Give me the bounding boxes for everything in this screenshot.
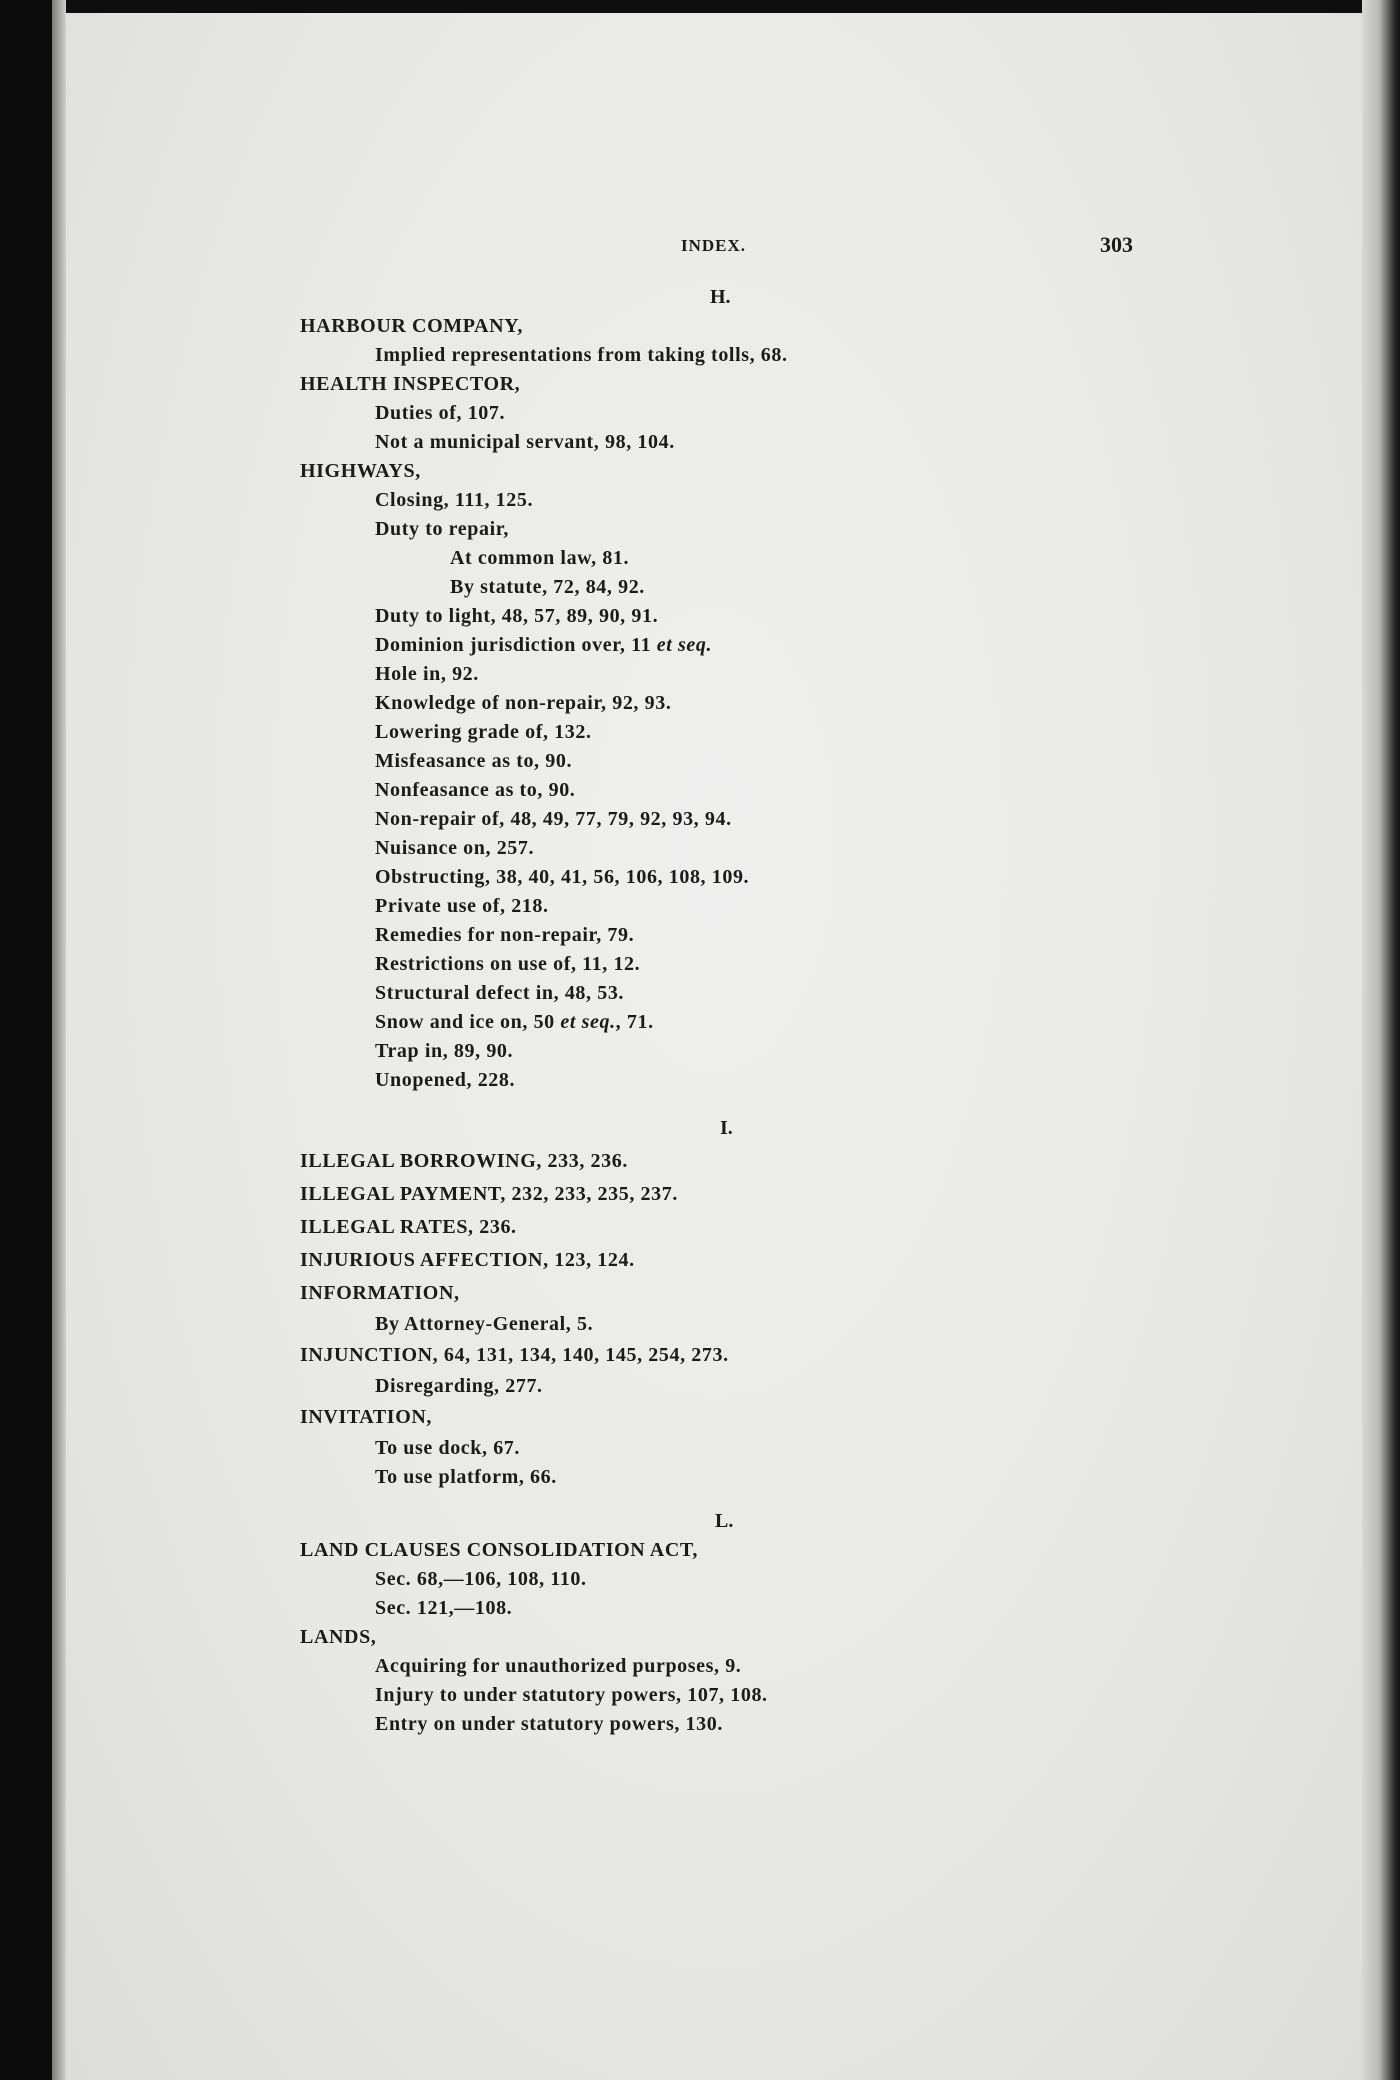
index-heading: INVITATION, [300, 1406, 432, 1428]
index-subentry: Knowledge of non-repair, 92, 93. [375, 692, 672, 714]
index-subentry: Hole in, 92. [375, 663, 479, 685]
index-heading: LANDS, [300, 1626, 377, 1648]
index-heading: HARBOUR COMPANY, [300, 315, 523, 337]
index-subentry: Duty to light, 48, 57, 89, 90, 91. [375, 605, 659, 627]
index-subentry: Sec. 68,—106, 108, 110. [375, 1568, 587, 1590]
index-subentry: Nonfeasance as to, 90. [375, 779, 576, 801]
index-subentry: Duty to repair, [375, 518, 509, 540]
page-right-edge [1362, 0, 1400, 2080]
index-heading: LAND CLAUSES CONSOLIDATION ACT, [300, 1539, 698, 1561]
index-subentry: Duties of, 107. [375, 402, 506, 424]
index-heading: ILLEGAL BORROWING, 233, 236. [300, 1150, 628, 1172]
index-subentry: Lowering grade of, 132. [375, 721, 592, 743]
index-heading: HEALTH INSPECTOR, [300, 373, 521, 395]
index-heading: ILLEGAL PAYMENT, 232, 233, 235, 237. [300, 1183, 678, 1205]
index-heading: HIGHWAYS, [300, 460, 421, 482]
index-subentry: Snow and ice on, 50 et seq., 71. [375, 1011, 654, 1033]
index-subentry: Misfeasance as to, 90. [375, 750, 573, 772]
index-heading: ILLEGAL RATES, 236. [300, 1216, 517, 1238]
index-subentry: By Attorney-General, 5. [375, 1313, 594, 1335]
index-subentry: Not a municipal servant, 98, 104. [375, 431, 675, 453]
index-subentry: Dominion jurisdiction over, 11 et seq. [375, 634, 713, 656]
index-subentry: Disregarding, 277. [375, 1375, 543, 1397]
index-subentry: Nuisance on, 257. [375, 837, 535, 859]
index-subentry: Unopened, 228. [375, 1069, 516, 1091]
index-subentry: Sec. 121,—108. [375, 1597, 513, 1619]
index-subentry: Obstructing, 38, 40, 41, 56, 106, 108, 109. [375, 866, 750, 888]
index-subentry: Acquiring for unauthorized purposes, 9. [375, 1655, 742, 1677]
section-letter: H. [710, 286, 731, 308]
section-letter: L. [715, 1510, 734, 1532]
index-subentry: Remedies for non-repair, 79. [375, 924, 635, 946]
index-subentry: Restrictions on use of, 11, 12. [375, 953, 641, 975]
index-subentry: Injury to under statutory powers, 107, 108. [375, 1684, 768, 1706]
index-subentry: Non-repair of, 48, 49, 77, 79, 92, 93, 94. [375, 808, 732, 830]
index-subentry: To use dock, 67. [375, 1437, 521, 1459]
section-letter: I. [720, 1117, 733, 1139]
section-h [300, 282, 1180, 1095]
page-number: 303 [1100, 232, 1133, 257]
index-subentry: Entry on under statutory powers, 130. [375, 1713, 723, 1735]
index-heading: INJUNCTION, 64, 131, 134, 140, 145, 254, 273. [300, 1344, 729, 1366]
index-subsubentry: By statute, 72, 84, 92. [450, 576, 645, 598]
page-binding-shadow [52, 0, 66, 2080]
index-content [300, 282, 1180, 1739]
index-subentry: Trap in, 89, 90. [375, 1040, 514, 1062]
scan-left-border [0, 0, 52, 2080]
index-subentry: Private use of, 218. [375, 895, 549, 917]
index-heading: INFORMATION, [300, 1282, 460, 1304]
index-heading: INJURIOUS AFFECTION, 123, 124. [300, 1249, 635, 1271]
index-subentry: Structural defect in, 48, 53. [375, 982, 625, 1004]
index-subentry: Closing, 111, 125. [375, 489, 534, 511]
scan-top-border [0, 0, 1400, 13]
section-l [300, 1506, 1180, 1739]
section-i [300, 1113, 1180, 1492]
index-subentry: Implied representations from taking tolls, 68. [375, 344, 788, 366]
index-subsubentry: At common law, 81. [450, 547, 630, 569]
running-title: INDEX. [681, 236, 747, 255]
index-subentry: To use platform, 66. [375, 1466, 557, 1488]
